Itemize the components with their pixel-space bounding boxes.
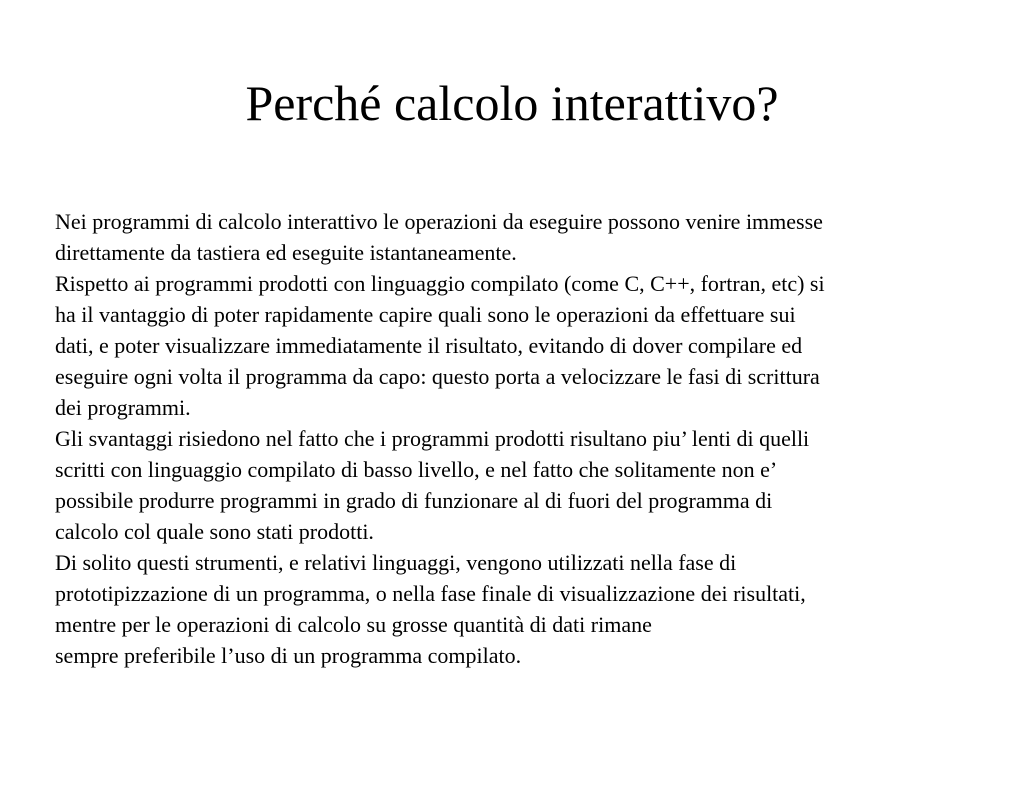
body-line-6: eseguire ogni volta il programma da capo: questo porta a velocizzare le fasi di scrittura — [55, 364, 820, 389]
body-line-15: sempre preferibile l’uso di un programma compilato. — [55, 643, 522, 668]
slide-body — [55, 206, 995, 671]
body-line-7: dei programmi. — [55, 395, 191, 420]
body-line-5: dati, e poter visualizzare immediatamente il risultato, evitando di dover compilare ed — [55, 333, 803, 358]
slide-title: Perché calcolo interattivo? — [245, 75, 779, 131]
body-line-2: direttamente da tastiera ed eseguite istantaneamente. — [55, 240, 517, 265]
body-line-10: possibile produrre programmi in grado di funzionare al di fuori del programma di — [55, 488, 773, 513]
body-line-14: mentre per le operazioni di calcolo su grosse quantità di dati rimane — [55, 612, 652, 637]
body-line-3: Rispetto ai programmi prodotti con linguaggio compilato (come C, C++, fortran, etc) si — [55, 271, 825, 296]
body-line-1: Nei programmi di calcolo interattivo le operazioni da eseguire possono venire immesse — [55, 209, 823, 234]
body-line-12: Di solito questi strumenti, e relativi linguaggi, vengono utilizzati nella fase di — [55, 550, 737, 575]
body-line-8: Gli svantaggi risiedono nel fatto che i programmi prodotti risultano piu’ lenti di quelli — [55, 426, 810, 451]
body-line-9: scritti con linguaggio compilato di basso livello, e nel fatto che solitamente non e’ — [55, 457, 778, 482]
body-line-13: prototipizzazione di un programma, o nella fase finale di visualizzazione dei risultati, — [55, 581, 806, 606]
body-line-11: calcolo col quale sono stati prodotti. — [55, 519, 374, 544]
body-line-4: ha il vantaggio di poter rapidamente capire quali sono le operazioni da effettuare sui — [55, 302, 796, 327]
